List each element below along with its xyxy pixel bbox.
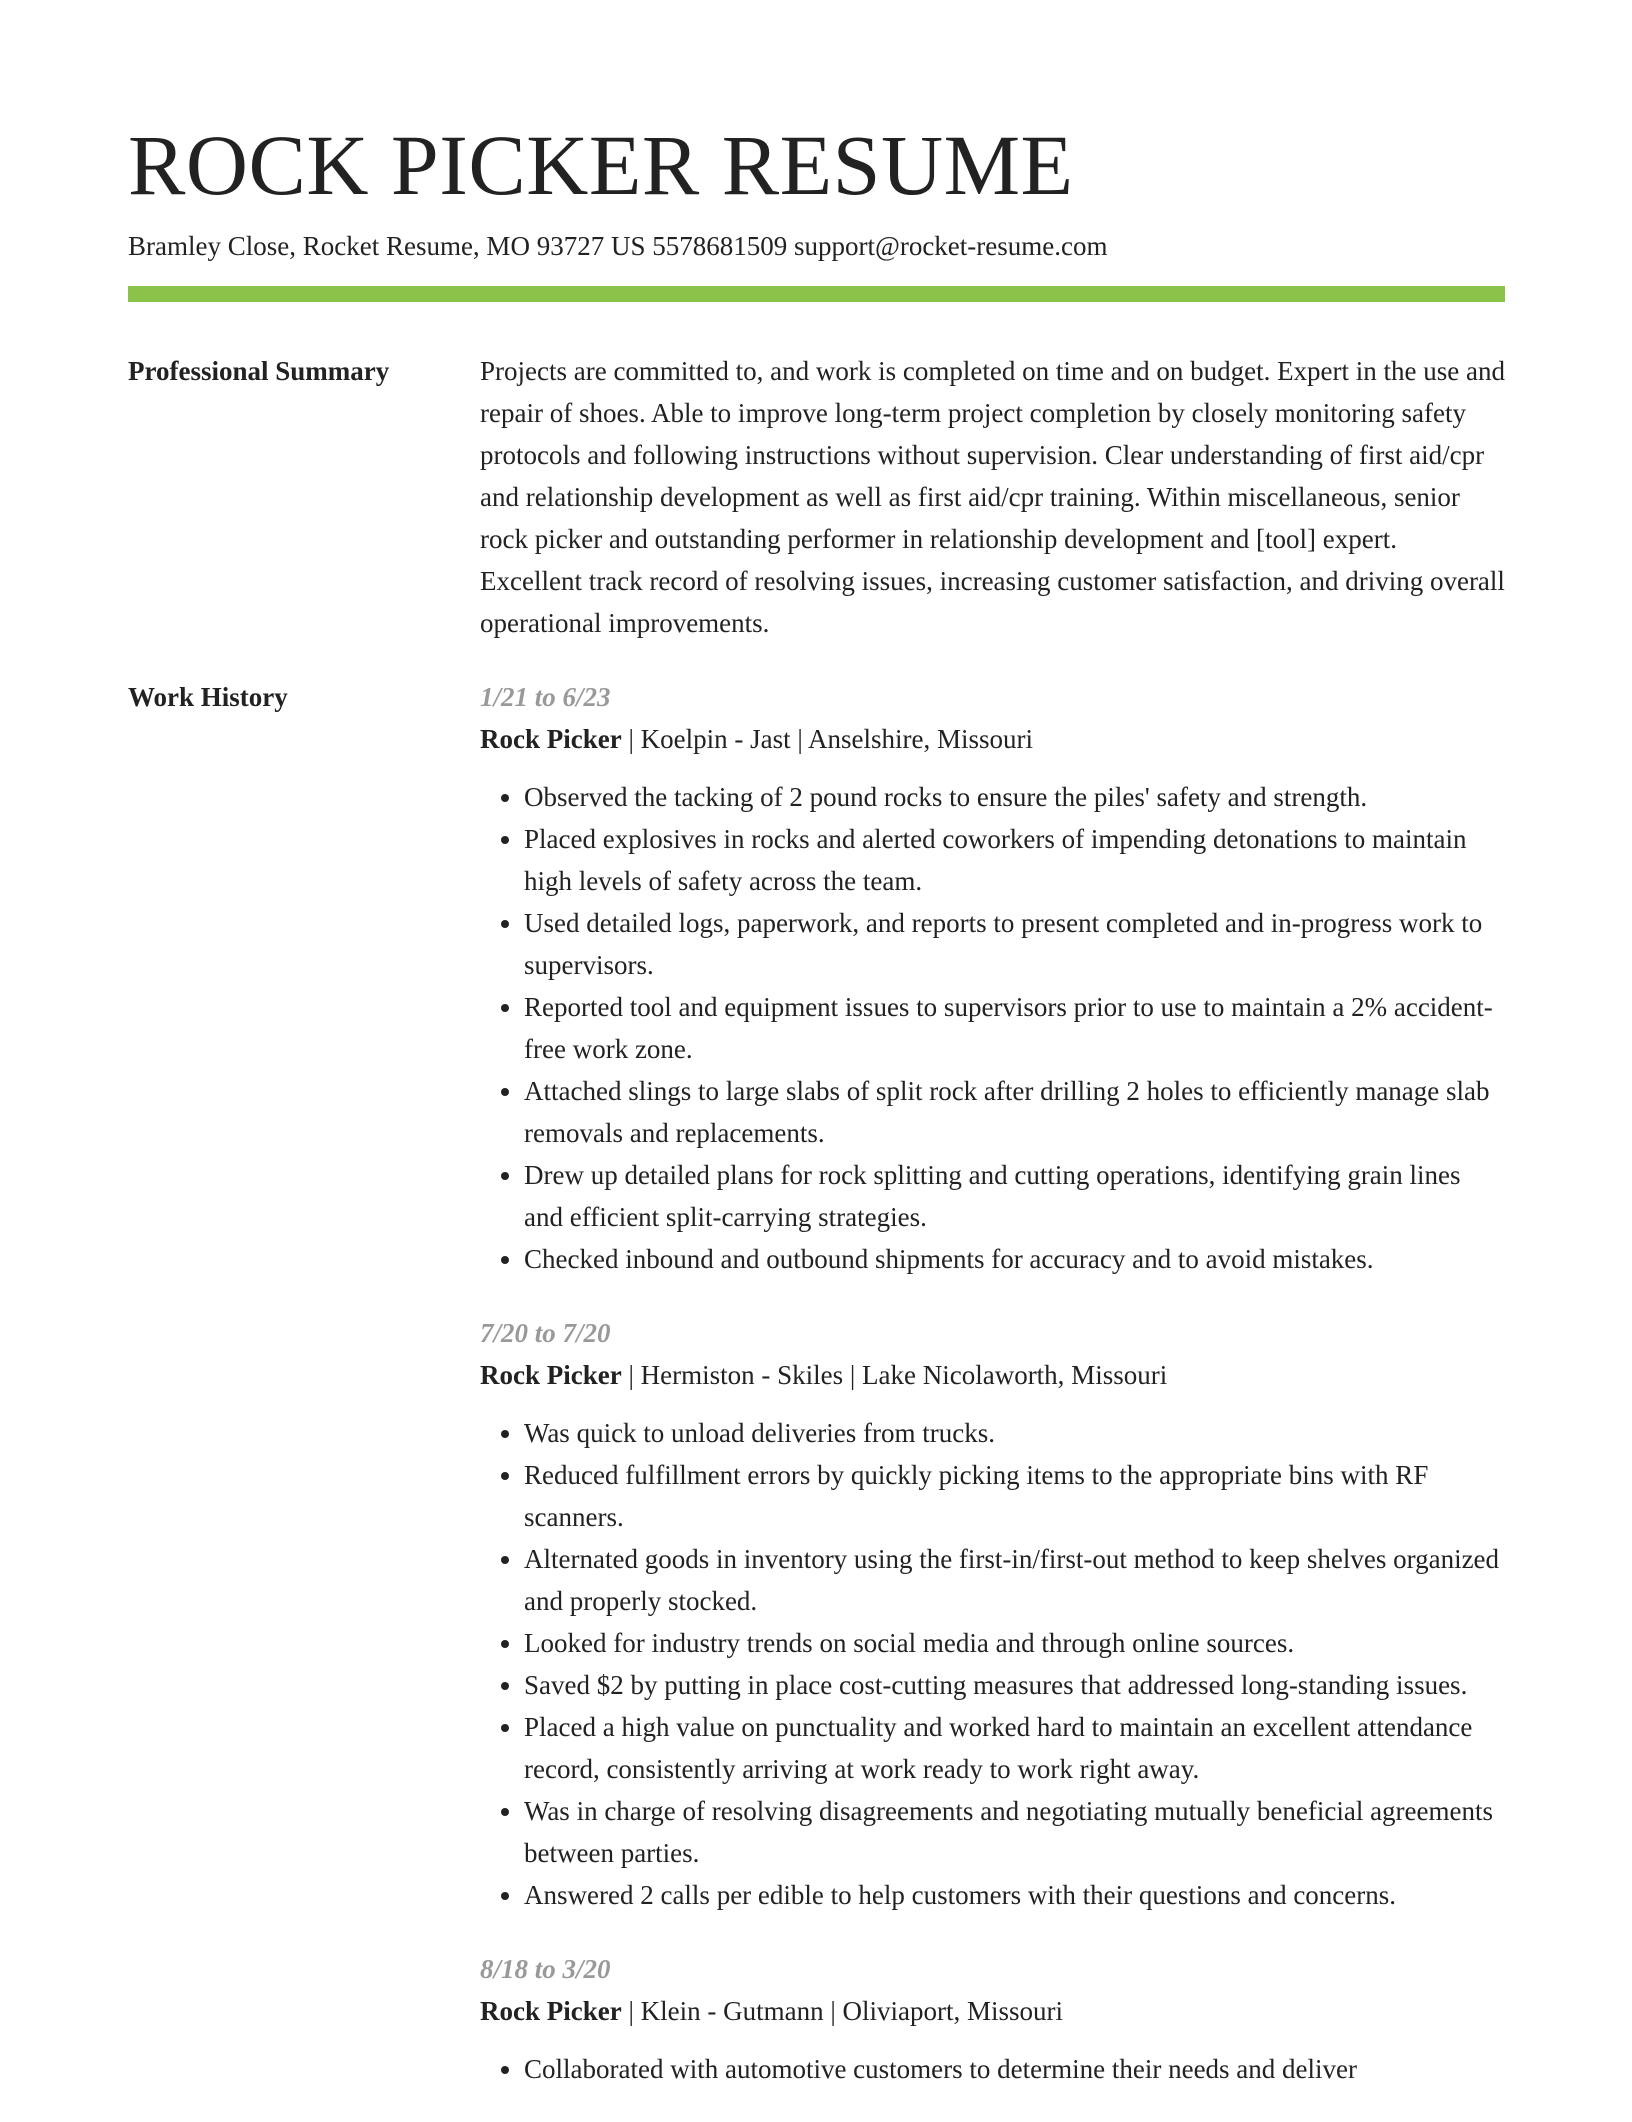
job-entry	[480, 1312, 1505, 1916]
job-bullet: • Looked for industry trends on social media and through online sources.	[524, 1622, 1505, 1664]
job-bullet: • Checked inbound and outbound shipments for accuracy and to avoid mistakes.	[524, 1238, 1505, 1280]
job-dates: 8/18 to 3/20	[480, 1954, 611, 1984]
resume-title: ROCK PICKER RESUME	[128, 117, 1074, 213]
job-dates: 7/20 to 7/20	[480, 1318, 611, 1348]
job-bullet: • Was quick to unload deliveries from trucks.	[524, 1412, 1505, 1454]
job-bullet-list	[480, 776, 1505, 1280]
job-role: Rock Picker	[480, 1360, 622, 1390]
job-bullet: • Was in charge of resolving disagreements and negotiating mutually beneficial agreements between parties.	[524, 1790, 1505, 1874]
work-history-body	[480, 676, 1505, 2122]
contact-line	[128, 230, 1108, 262]
job-bullet: • Observed the tacking of 2 pound rocks to ensure the piles' safety and strength.	[524, 776, 1505, 818]
job-dates: 1/21 to 6/23	[480, 682, 611, 712]
job-bullet: • Placed explosives in rocks and alerted coworkers of impending detonations to maintain high levels of safety across the team.	[524, 818, 1505, 902]
contact-phone: 5578681509	[652, 231, 788, 261]
job-entry	[480, 1948, 1505, 2090]
job-bullet-list	[480, 2048, 1505, 2090]
section-heading-work-history: Work History	[128, 682, 288, 712]
job-bullet: • Drew up detailed plans for rock splitting and cutting operations, identifying grain lines and efficient split-carrying strategies.	[524, 1154, 1505, 1238]
job-employer-location: | Koelpin - Jast | Anselshire, Missouri	[621, 724, 1034, 754]
job-bullet: • Reported tool and equipment issues to supervisors prior to use to maintain a 2% accident-free work zone.	[524, 986, 1505, 1070]
job-employer-location: | Hermiston - Skiles | Lake Nicolaworth, Missouri	[621, 1360, 1168, 1390]
job-bullet-list	[480, 1412, 1505, 1916]
job-employer-location: | Klein - Gutmann | Oliviaport, Missouri	[621, 1996, 1063, 2026]
job-bullet: • Attached slings to large slabs of split rock after drilling 2 holes to efficiently manage slab removals and replacements.	[524, 1070, 1505, 1154]
job-role: Rock Picker	[480, 724, 622, 754]
contact-address: Bramley Close, Rocket Resume, MO 93727 US	[128, 231, 646, 261]
job-bullet: • Answered 2 calls per edible to help customers with their questions and concerns.	[524, 1874, 1505, 1916]
section-heading-summary: Professional Summary	[128, 356, 390, 386]
accent-divider	[128, 286, 1505, 302]
job-title-line	[480, 1990, 1505, 2032]
job-bullet: • Reduced fulfillment errors by quickly picking items to the appropriate bins with RF scanners.	[524, 1454, 1505, 1538]
job-title-line	[480, 1354, 1505, 1396]
job-bullet: • Saved $2 by putting in place cost-cutting measures that addressed long-standing issues.	[524, 1664, 1505, 1706]
job-bullet: • Placed a high value on punctuality and worked hard to maintain an excellent attendance record, consistently arriving at work ready to work right away.	[524, 1706, 1505, 1790]
contact-email: support@rocket-resume.com	[793, 231, 1108, 261]
job-bullet: • Used detailed logs, paperwork, and reports to present completed and in-progress work to supervisors.	[524, 902, 1505, 986]
job-bullet: • Alternated goods in inventory using the first-in/first-out method to keep shelves organized and properly stocked.	[524, 1538, 1505, 1622]
summary-body	[480, 350, 1505, 644]
job-entry	[480, 676, 1505, 1280]
job-title-line	[480, 718, 1505, 760]
summary-text: Projects are committed to, and work is completed on time and on budget. Expert in the use and repair of shoes. Able to improve long-term project completion by closely monitoring safety protocols and following instructions without supervision. Clear understanding of first aid/cpr and relationship development as well as first aid/cpr training. Within miscellaneous, senior rock picker and outstanding performer in relationship development and [tool] expert. Excellent track record of resolving issues, increasing customer satisfaction, and driving overall operational improvements.	[480, 356, 1505, 638]
job-role: Rock Picker	[480, 1996, 622, 2026]
job-bullet: • Collaborated with automotive customers to determine their needs and deliver	[524, 2048, 1505, 2090]
